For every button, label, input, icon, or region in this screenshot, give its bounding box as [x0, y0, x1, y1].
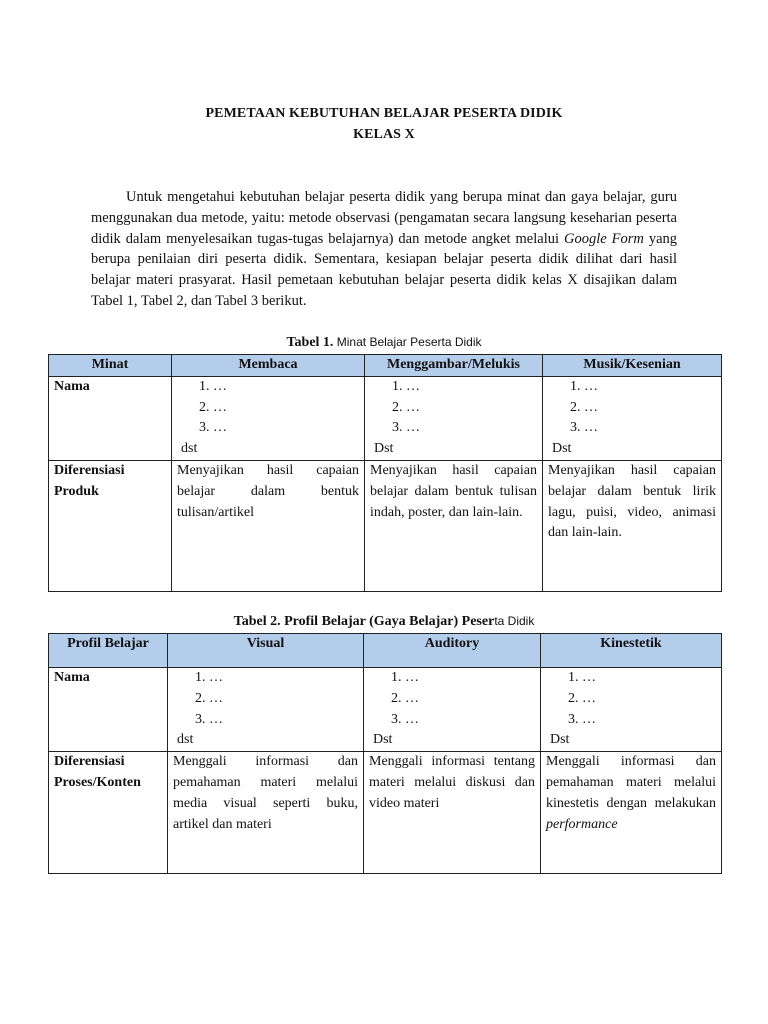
paragraph-text-1: Untuk mengetahui kebutuhan belajar peserta didik yang berupa minat dan gaya belajar, guru menggunakan dua metode, yaitu: metode observasi (pengamatan secara langsung keseharian peserta didik dalam menyelesaikan tugas-tugas belajarnya) dan metode angket melalui — [91, 189, 677, 247]
table-header-cell: Musik/Kesenian — [543, 355, 722, 377]
placeholder-list — [546, 668, 716, 730]
list-item: 3. … — [391, 711, 419, 727]
list-item: 3. … — [570, 420, 598, 436]
list-item: 1. … — [391, 670, 419, 685]
dst-label: dst — [177, 732, 194, 748]
placeholder-list — [369, 668, 535, 730]
table-cell: Menyajikan hasil capaian belajar dalam bentuk lirik lagu, puisi, video, animasi dan lain-lain. — [543, 460, 722, 591]
table2-caption-text: ta Didik — [494, 614, 535, 628]
table-row — [49, 460, 722, 591]
paragraph-italic-term: Google Form — [563, 230, 644, 247]
list-item: 1. … — [195, 670, 223, 685]
table2-caption — [0, 614, 768, 630]
table-header-cell: Kinestetik — [541, 634, 722, 668]
list-item: 2. … — [195, 690, 223, 706]
table-cell — [541, 668, 722, 752]
table-cell — [365, 376, 543, 460]
table-cell: Menyajikan hasil capaian belajar dalam bentuk tulisan indah, poster, dan lain-lain. — [365, 460, 543, 591]
placeholder-list — [173, 668, 358, 730]
row-label-nama: Nama — [49, 376, 172, 460]
list-item: 3. … — [195, 711, 223, 727]
table-row — [49, 668, 722, 752]
list-item: 1. … — [392, 378, 420, 394]
table-header-cell: Membaca — [172, 355, 365, 377]
list-item: 1. … — [199, 378, 227, 394]
row-label-diferensiasi: Diferensiasi Proses/Konten — [49, 752, 168, 874]
table-header-row — [49, 634, 722, 668]
table-cell — [541, 752, 722, 874]
table-cell — [172, 376, 365, 460]
table2-caption-label: Tabel 2. Profil Belajar (Gaya Belajar) Peser — [233, 614, 495, 629]
table-cell: Menggali informasi tentang materi melalui diskusi dan video materi — [364, 752, 541, 874]
table-cell: Menyajikan hasil capaian belajar dalam bentuk tulisan/artikel — [172, 460, 365, 591]
cell-text: Menggali informasi dan pemahaman materi melalui kinestetis dengan melakukan — [546, 754, 716, 811]
list-item: 1. … — [568, 670, 596, 685]
intro-paragraph — [91, 187, 677, 312]
paragraph-text-2: yang berupa penilaian diri peserta didik. Sementara, kesiapan belajar peserta didik dilihat dari hasil belajar materi prasyarat. Hasil pemetaan kebutuhan belajar peserta didik kelas X disajikan dalam Tabel 1, Tabel 2, dan Tabel 3 berikut. — [91, 230, 677, 309]
table-profil-belajar — [48, 633, 722, 874]
document-title: PEMETAAN KEBUTUHAN BELAJAR PESERTA DIDIK — [205, 106, 563, 121]
table-header-row — [49, 355, 722, 377]
table-header-cell: Profil Belajar — [49, 634, 168, 668]
list-item: 2. … — [570, 399, 598, 415]
list-item: 1. … — [570, 378, 598, 394]
list-item: 2. … — [392, 399, 420, 415]
list-item: 3. … — [568, 711, 596, 727]
table-row — [49, 376, 722, 460]
table1-caption-text: Minat Belajar Peserta Didik — [333, 335, 482, 349]
placeholder-list — [370, 377, 537, 439]
table-header-cell: Menggambar/Melukis — [365, 355, 543, 377]
table-cell — [364, 668, 541, 752]
dst-label: Dst — [374, 441, 394, 457]
list-item: 2. … — [391, 690, 419, 706]
placeholder-list — [177, 377, 359, 439]
list-item: 2. … — [568, 690, 596, 706]
table-cell: Menggali informasi dan pemahaman materi melalui media visual seperti buku, artikel dan materi — [168, 752, 364, 874]
table1-caption — [0, 335, 768, 351]
table-header-cell: Visual — [168, 634, 364, 668]
table-header-cell: Minat — [49, 355, 172, 377]
dst-label: Dst — [552, 441, 572, 457]
list-item: 3. … — [392, 420, 420, 436]
placeholder-list — [548, 377, 716, 439]
list-item: 3. … — [199, 420, 227, 436]
list-item: 2. … — [199, 399, 227, 415]
row-label-nama: Nama — [49, 668, 168, 752]
table-row — [49, 752, 722, 874]
dst-label: dst — [181, 441, 198, 457]
cell-italic-term: performance — [546, 816, 618, 832]
dst-label: Dst — [373, 732, 393, 748]
table-header-cell: Auditory — [364, 634, 541, 668]
document-subtitle: KELAS X — [353, 127, 415, 142]
table-cell — [168, 668, 364, 752]
table1-caption-label: Tabel 1. — [286, 335, 334, 350]
dst-label: Dst — [550, 732, 570, 748]
table-minat-belajar — [48, 354, 722, 592]
table-cell — [543, 376, 722, 460]
row-label-diferensiasi: Diferensiasi Produk — [49, 460, 172, 591]
